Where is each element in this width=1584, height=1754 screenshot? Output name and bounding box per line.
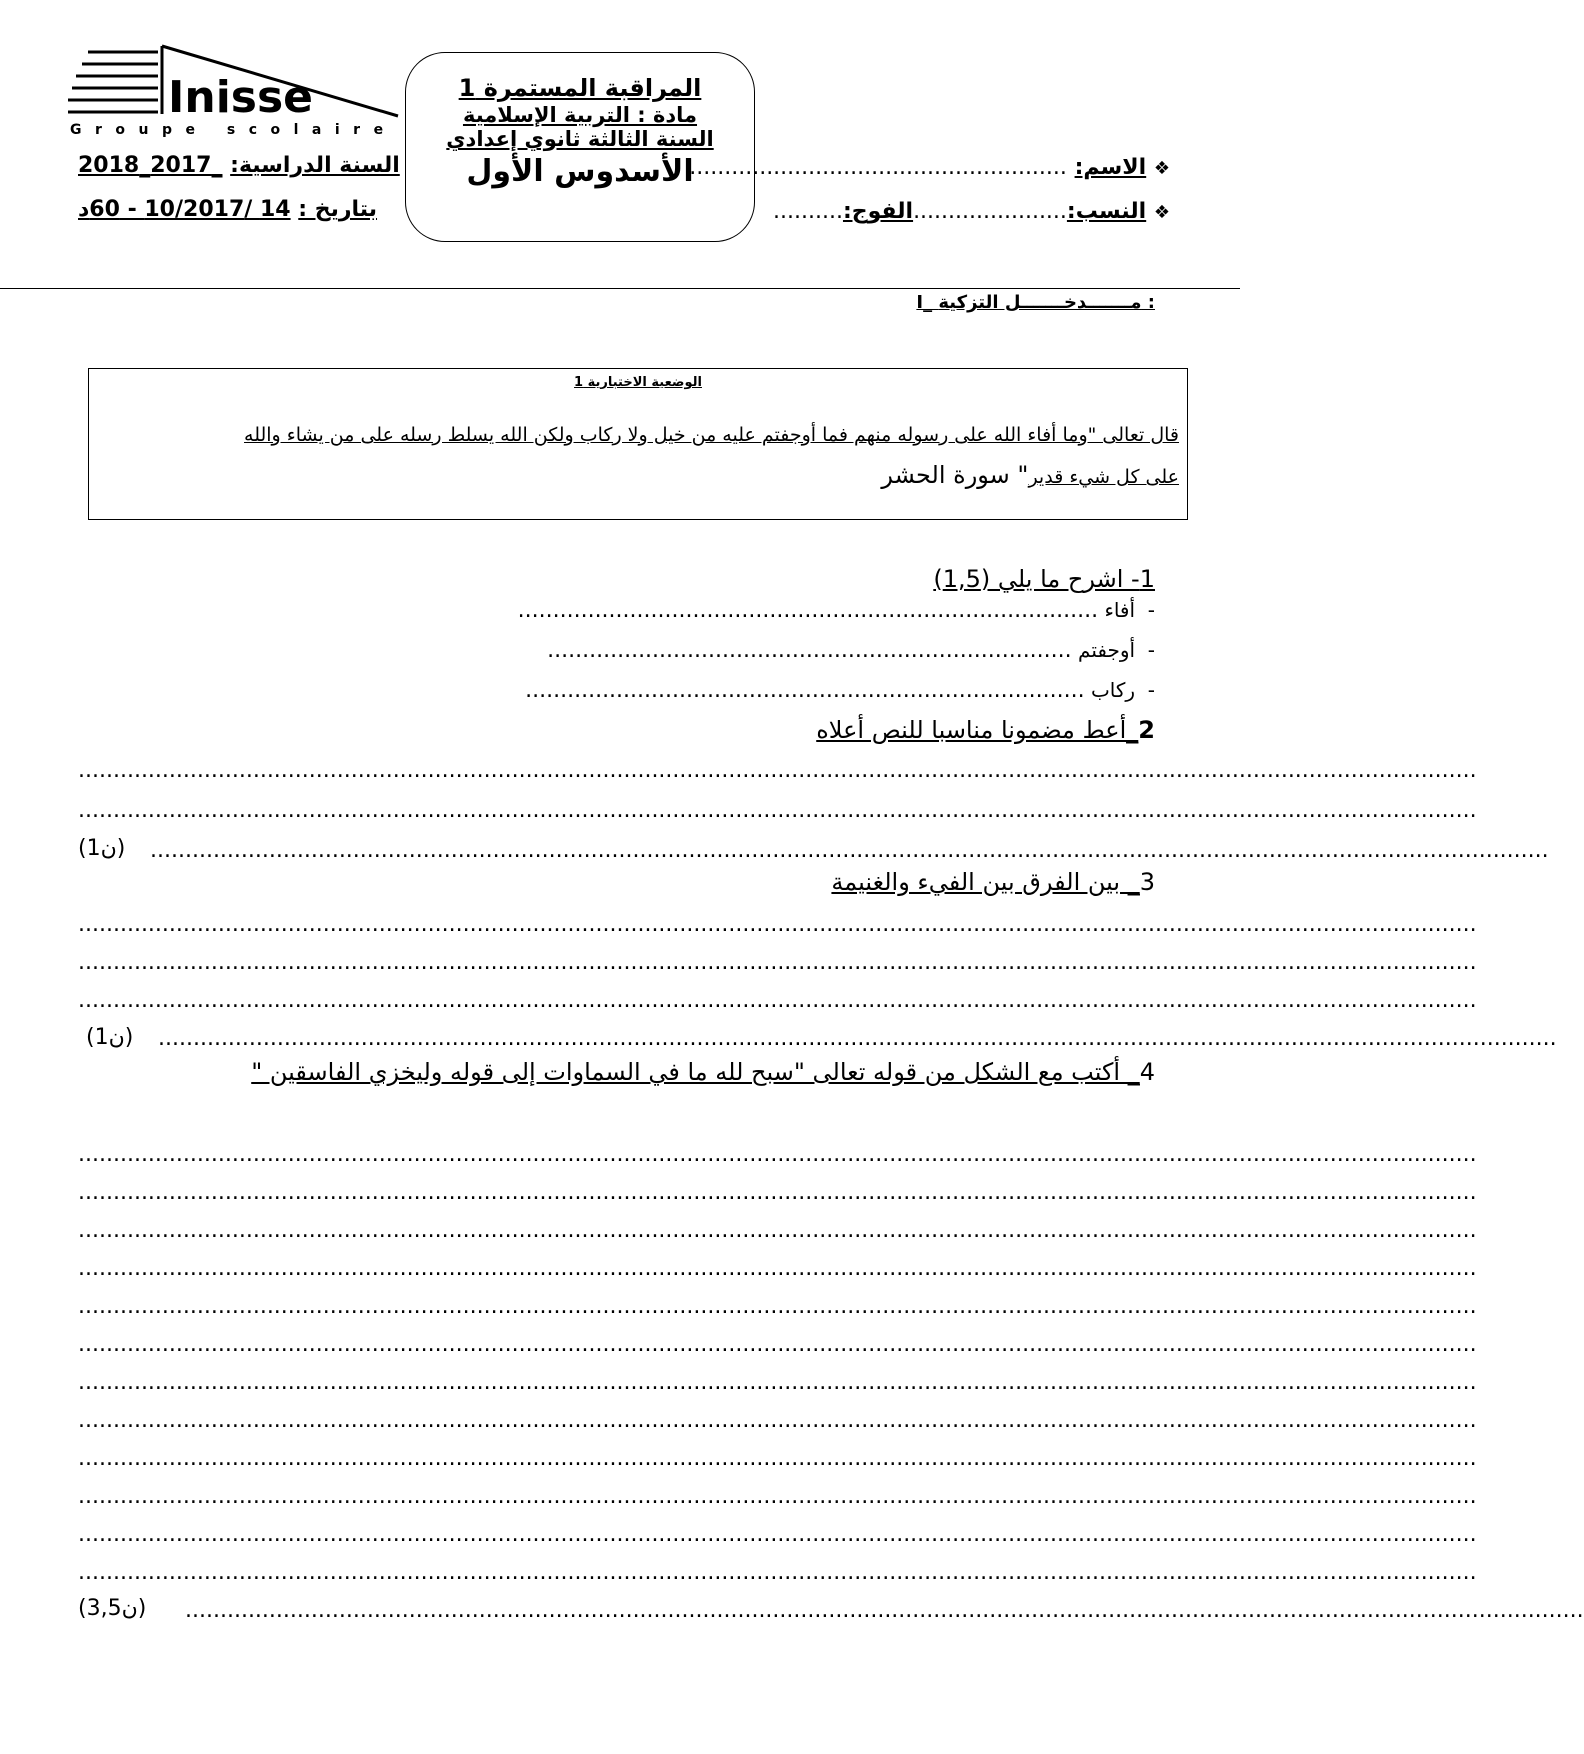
answer-line[interactable]: ........................................................................................................................................................................................................ xyxy=(78,1180,1477,1205)
question-text: _أعط مضمونا مناسبا للنص أعلاه xyxy=(816,716,1139,744)
situation-box xyxy=(88,368,1188,520)
answer-line[interactable]: ........................................................................................................................................................................................................ xyxy=(78,1522,1477,1547)
answer-line[interactable]: ........................................................................................................................................................................................................ xyxy=(158,1026,1557,1051)
answer-line[interactable]: ........................................................................................................................................................................................................ xyxy=(78,1218,1477,1243)
answer-line[interactable]: ........................................................................................................................................................................................................ xyxy=(78,1332,1477,1357)
answer-line[interactable]: ........................................................................................................................................................................................................ xyxy=(78,1408,1477,1433)
surname-group-field[interactable] xyxy=(773,199,1170,224)
item-word: ركاب xyxy=(1090,678,1136,702)
exam-subject: مادة : التربية الإسلامية xyxy=(462,102,698,127)
logo-subtitle: Groupe scolaire xyxy=(70,122,397,138)
verse-line-2-underlined: على كل شيء قدير xyxy=(1028,466,1179,488)
answer-dots: ........................................................................... xyxy=(547,638,1072,663)
answer-line[interactable]: ........................................................................................................................................................................................................ xyxy=(78,1294,1477,1319)
question-text: _ أكتب مع الشكل من قوله تعالى "سبح لله ما في السماوات إلى قوله وليخزي الفاسقين " xyxy=(251,1058,1140,1086)
surname-dots: ...................... xyxy=(913,199,1067,224)
item-word: أفاء xyxy=(1104,598,1136,622)
question-number: 4 xyxy=(1139,1058,1155,1086)
name-field[interactable] xyxy=(689,155,1170,180)
answer-line[interactable]: ........................................................................................................................................................................................................ xyxy=(78,798,1477,823)
question-number: 3 xyxy=(1139,868,1155,896)
verse-line-2-rest: " سورة الحشر xyxy=(881,461,1029,489)
answer-line[interactable]: ........................................................................................................................................................................................................ xyxy=(78,758,1477,783)
exam-title: المراقبة المستمرة 1 xyxy=(458,74,702,102)
section-title: I_ مـــــــدخـــــــل التزكية : xyxy=(916,292,1155,313)
answer-line[interactable]: ........................................................................................................................................................................................................ xyxy=(78,950,1477,975)
question-1-label: 1- اشرح ما يلي (1,5) xyxy=(933,565,1155,593)
answer-line[interactable]: ........................................................................................................................................................................................................ xyxy=(78,988,1477,1013)
header-divider xyxy=(0,288,1240,289)
question-1-item[interactable]: - ركاب ................................................................................ xyxy=(525,678,1155,703)
answer-dots: ................................................................................ xyxy=(525,678,1085,703)
answer-line[interactable]: ........................................................................................................................................................................................................ xyxy=(78,1484,1477,1509)
question-4-score: (3,5ن) xyxy=(78,1596,147,1621)
answer-line[interactable]: ........................................................................................................................................................................................................ xyxy=(185,1598,1584,1623)
school-year-label: السنة الدراسية: xyxy=(230,153,400,178)
situation-title: الوضعية الاختبارية 1 xyxy=(574,375,702,390)
school-year-value: _2017_2018 xyxy=(78,153,223,178)
exam-title-box xyxy=(405,52,755,242)
question-text: _ بين الفرق بين الفيء والغنيمة xyxy=(831,868,1140,896)
school-logo xyxy=(68,44,398,144)
verse-line-1: قال تعالى "وما أفاء الله على رسوله منهم فما أوجفتم عليه من خيل ولا ركاب ولكن الله يسلط رسله على من يشاء والله xyxy=(244,424,1179,446)
question-3-label xyxy=(831,868,1155,896)
question-4-label xyxy=(251,1058,1155,1086)
exam-date-label: بتاريخ : xyxy=(298,197,378,222)
answer-line[interactable]: ........................................................................................................................................................................................................ xyxy=(78,1370,1477,1395)
question-number: 2 xyxy=(1138,716,1155,744)
bullet-icon: ❖ xyxy=(1153,158,1170,179)
group-label: الفوج: xyxy=(842,199,914,224)
answer-dots: ................................................................................... xyxy=(517,598,1099,623)
item-word: أوجفتم xyxy=(1078,638,1136,662)
answer-line[interactable]: ........................................................................................................................................................................................................ xyxy=(78,1256,1477,1281)
answer-line[interactable]: ........................................................................................................................................................................................................ xyxy=(78,912,1477,937)
exam-date-value: 14 /10/2017 - 60د xyxy=(78,197,291,222)
answer-line[interactable]: ........................................................................................................................................................................................................ xyxy=(78,1446,1477,1471)
exam-date xyxy=(78,197,377,222)
question-2-label xyxy=(816,716,1155,744)
exam-level: السنة الثالثة ثانوي إعدادي xyxy=(446,126,714,151)
exam-semester: الأسدوس الأول xyxy=(466,153,694,189)
name-dots: ...................................................... xyxy=(689,155,1067,180)
verse-line-2 xyxy=(881,461,1179,489)
school-year xyxy=(78,153,400,178)
question-2-score: (1ن) xyxy=(78,836,126,861)
answer-line[interactable]: ........................................................................................................................................................................................................ xyxy=(150,838,1549,863)
question-1-item[interactable]: - أوجفتم ........................................................................... xyxy=(547,638,1155,663)
answer-line[interactable]: ........................................................................................................................................................................................................ xyxy=(78,1560,1477,1585)
question-1-item[interactable]: - أفاء ................................................................................... xyxy=(517,598,1155,623)
answer-line[interactable]: ........................................................................................................................................................................................................ xyxy=(78,1142,1477,1167)
group-dots: .......... xyxy=(773,199,843,224)
question-3-score: (1ن) xyxy=(86,1025,134,1050)
surname-label: النسب: xyxy=(1066,199,1147,224)
name-label: الاسم: xyxy=(1074,155,1147,180)
bullet-icon: ❖ xyxy=(1153,202,1170,223)
logo-brand: Inisse xyxy=(168,72,313,123)
